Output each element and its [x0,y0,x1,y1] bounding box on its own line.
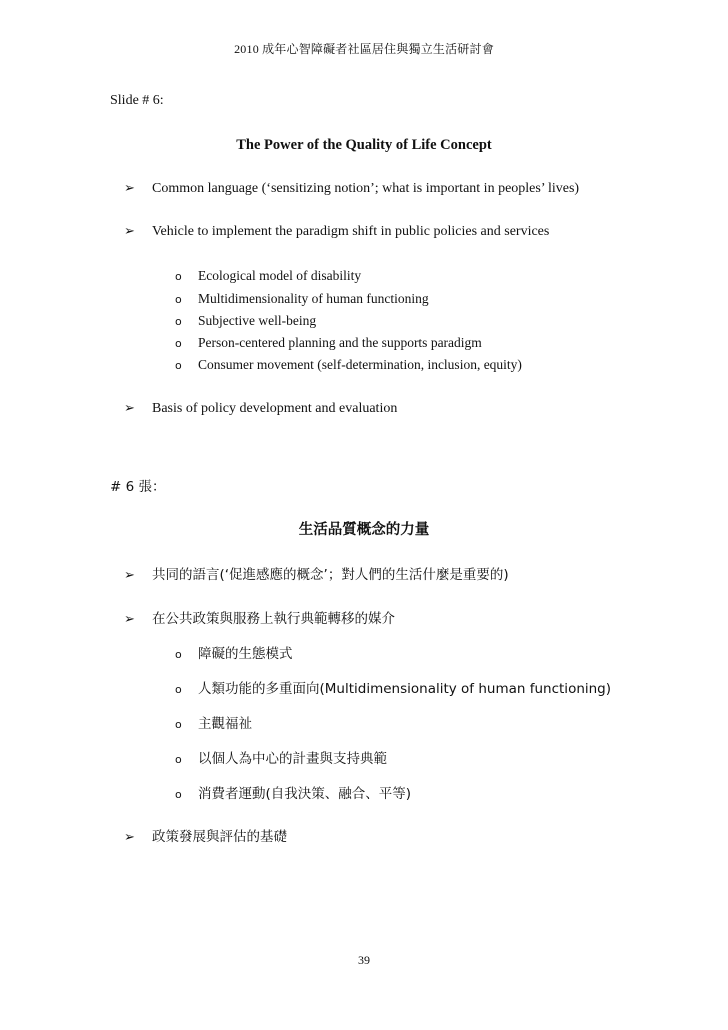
sub-text: 人類功能的多重面向(Multidimensionality of human functioning) [198,681,612,697]
circle-bullet-icon: o [175,648,182,661]
bullet-item [124,401,397,417]
bullet-item-chinese [124,563,509,583]
sub-text: Consumer movement (self-determination, inclusion, equity) [198,357,522,372]
arrow-bullet-icon: ➢ [124,568,135,583]
circle-bullet-icon: o [175,683,182,696]
sub-text: 主觀福祉 [198,716,252,732]
circle-bullet-icon: o [175,359,182,372]
sub-text: Subjective well-being [198,313,317,328]
circle-bullet-icon: o [175,337,182,350]
bullet-text: Basis of policy development and evaluation [152,401,398,416]
sub-item-chinese [175,782,411,802]
page-number: 39 [358,953,370,967]
circle-bullet-icon: o [175,718,182,731]
sub-text: 以個人為中心的計畫與支持典範 [198,751,387,767]
circle-bullet-icon: o [175,293,182,306]
bullet-item [124,224,549,240]
bullet-text: Vehicle to implement the paradigm shift in public policies and services [152,224,550,239]
sub-item [175,335,482,351]
arrow-bullet-icon: ➢ [124,224,135,239]
arrow-bullet-icon: ➢ [124,181,135,196]
sub-item [175,268,361,284]
slide-title-chinese: 生活品質概念的力量 [298,522,430,538]
circle-bullet-icon: o [175,788,182,801]
bullet-text: 共同的語言(‘促進感應的概念’；對人們的生活什麼是重要的) [152,567,509,583]
slide-title: The Power of the Quality of Life Concept [236,137,492,153]
bullet-item [124,181,579,197]
circle-bullet-icon: o [175,753,182,766]
sub-text: Multidimensionality of human functioning [198,291,429,306]
bullet-text: Common language (‘sensitizing notion’; what is important in peoples’ lives) [152,181,580,196]
sub-text: Person-centered planning and the supports paradigm [198,335,482,350]
sub-text: 消費者運動(自我決策、融合、平等) [198,786,412,802]
sub-item-chinese [175,677,611,697]
bullet-item-chinese [124,825,287,845]
circle-bullet-icon: o [175,270,182,283]
arrow-bullet-icon: ➢ [124,830,135,845]
bullet-text: 政策發展與評估的基礎 [152,829,287,845]
sub-item-chinese [175,747,387,767]
slide-label: Slide # 6: [110,93,164,108]
circle-bullet-icon: o [175,315,182,328]
arrow-bullet-icon: ➢ [124,612,135,627]
arrow-bullet-icon: ➢ [124,401,135,416]
bullet-item-chinese [124,607,395,627]
sub-item [175,313,316,329]
slide-label-chinese: # 6 張： [110,479,166,495]
sub-item-chinese [175,712,252,732]
sub-item [175,291,429,307]
document-header: 2010 成年心智障礙者社區居住與獨立生活研討會 [234,42,494,56]
sub-item [175,357,522,373]
sub-item-chinese [175,642,293,662]
sub-text: 障礙的生態模式 [198,646,293,662]
bullet-text: 在公共政策與服務上執行典範轉移的媒介 [152,611,395,627]
sub-text: Ecological model of disability [198,268,362,283]
